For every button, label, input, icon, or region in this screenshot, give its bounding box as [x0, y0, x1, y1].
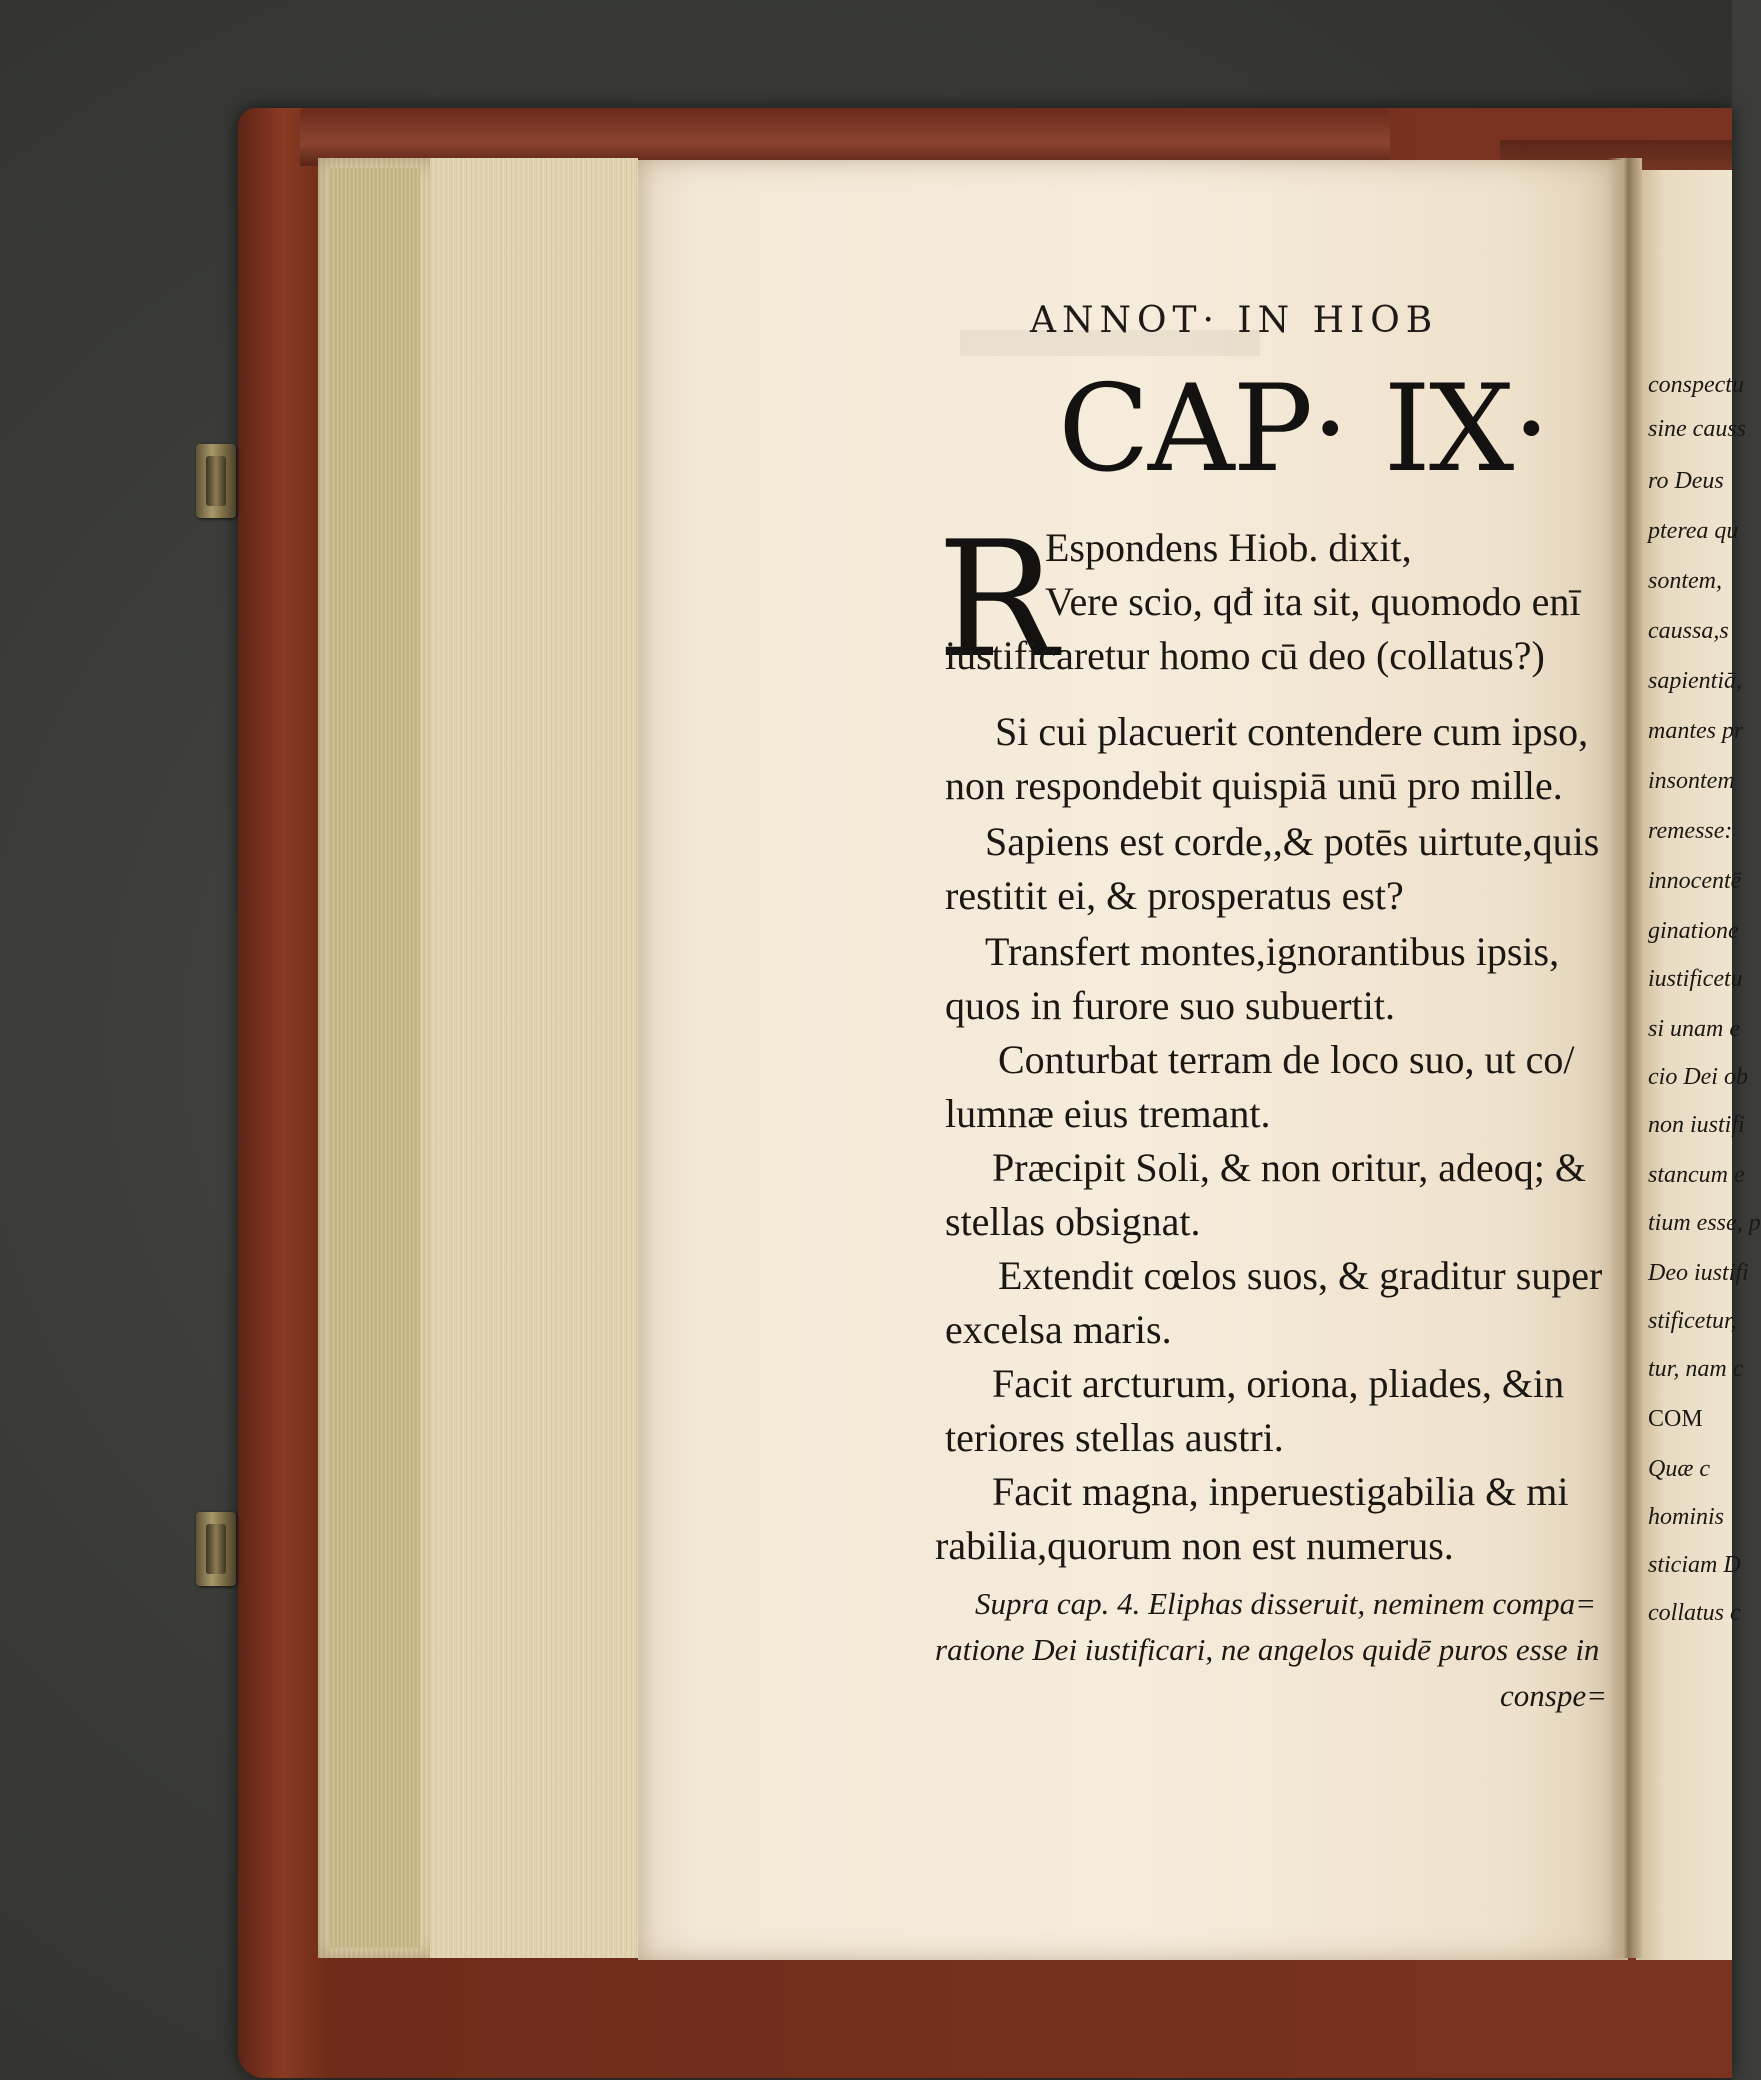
facing-page-line: si unam e [1648, 1016, 1740, 1042]
note-line: ratione Dei iustificari, ne angelos quidē puros esse in [935, 1632, 1600, 1667]
catchword: conspe= [1500, 1678, 1608, 1713]
facing-page-line: ginatione [1648, 918, 1739, 944]
book-gutter [1608, 158, 1642, 1958]
text-line: Transfert montes,ignorantibus ipsis, [985, 929, 1560, 974]
text-line: Facit magna, inperuestigabilia & mi [992, 1469, 1569, 1514]
facing-page-line: cio Dei ob [1648, 1064, 1748, 1090]
text-line: Vere scio, qđ ita sit, quomodo enī [1045, 579, 1581, 624]
facing-page-line: innocentē [1648, 868, 1742, 894]
facing-page-line: sontem, [1648, 568, 1722, 594]
facing-page-line: Deo iustifi [1648, 1260, 1749, 1286]
facing-page-line: Quæ c [1648, 1456, 1710, 1482]
facing-page-line: non iustifi [1648, 1112, 1745, 1138]
running-head: ANNOT· IN HIOB [1030, 300, 1439, 341]
facing-page-line: pterea qu [1648, 518, 1739, 544]
facing-page-line: sapientiā, [1648, 668, 1742, 694]
facing-page-line: sticiam D [1648, 1552, 1741, 1578]
chapter-heading: CAP· IX· [1058, 360, 1549, 499]
drop-cap: R [937, 506, 1058, 693]
text-line: Facit arcturum, oriona, pliades, &in [992, 1361, 1565, 1406]
facing-page-line: stificetur, [1648, 1308, 1737, 1334]
text-line: teriores stellas austri. [945, 1415, 1284, 1460]
facing-page-line: conspectu [1648, 372, 1744, 398]
facing-page-line: COM [1648, 1406, 1703, 1432]
text-line: iustificaretur homo cū deo (collatus?) [945, 633, 1545, 678]
page-block-edges-outer [330, 168, 420, 1948]
facing-page-line: iustificetu [1648, 966, 1743, 992]
facing-page-line: tur, nam c [1648, 1356, 1744, 1382]
facing-page-line: tium esse, p [1648, 1210, 1761, 1236]
text-line: quos in furore suo subuertit. [945, 983, 1395, 1028]
facing-page-line: stancum e [1648, 1162, 1745, 1188]
text-line: Si cui placuerit contendere cum ipso, [995, 709, 1589, 754]
text-line: Extendit cœlos suos, & graditur super [998, 1253, 1603, 1298]
facing-page-line: caussa,s [1648, 618, 1729, 644]
text-line: lumnæ eius tremant. [945, 1091, 1271, 1136]
lower-clasp [196, 1512, 236, 1586]
facing-page-line: remesse: [1648, 818, 1733, 844]
text-line: excelsa maris. [945, 1307, 1172, 1352]
facing-page-line: collatus c [1648, 1600, 1741, 1626]
facing-page-line: mantes pr [1648, 718, 1744, 744]
facing-page-line: insontem [1648, 768, 1735, 794]
text-line: rabilia,quorum non est numerus. [935, 1523, 1454, 1568]
text-line: Sapiens est corde,,& potēs uirtute,quis [985, 819, 1600, 864]
text-line: non respondebit quispiā unū pro mille. [945, 763, 1563, 808]
note-line: Supra cap. 4. Eliphas disseruit, neminem compa= [975, 1586, 1597, 1621]
text-line: Conturbat terram de loco suo, ut co/ [998, 1037, 1575, 1082]
page-block-edges-inner [430, 158, 638, 1958]
facing-page-line: sine causs [1648, 416, 1746, 442]
text-line: Espondens Hiob. dixit, [1045, 525, 1412, 570]
facing-page-line: ro Deus [1648, 468, 1724, 494]
text-line: Præcipit Soli, & non oritur, adeoq; & [992, 1145, 1586, 1190]
text-line: restitit ei, & prosperatus est? [945, 873, 1404, 918]
facing-page-line: hominis [1648, 1504, 1725, 1530]
text-line: stellas obsignat. [945, 1199, 1201, 1244]
upper-clasp [196, 444, 236, 518]
